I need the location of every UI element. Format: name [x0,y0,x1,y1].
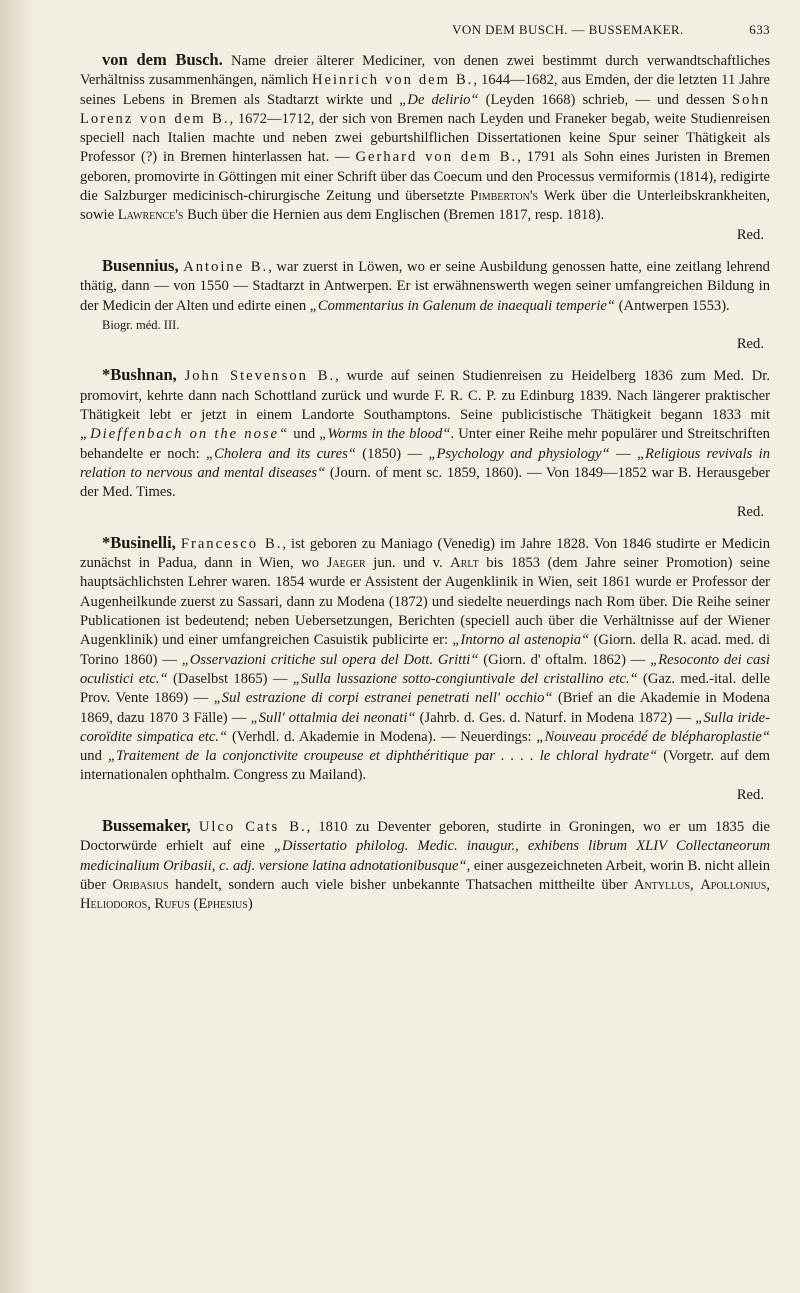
headword: *Businelli, [102,532,176,552]
author-name: Arlt [450,555,479,572]
entry-body [80,533,770,786]
entry-text: , ist geboren zu Maniago (Venedig) im Jahre 1828. Von 1846 studirte er Medicin zunächst in Padua, dann in Wien, wo [80,535,770,572]
entry-von-dem-busch [80,50,770,245]
headword: Bussemaker, [102,815,191,835]
entry-text: , wurde auf seinen Studienreisen zu Heidelberg 1836 zum Med. Dr. promovirt, kehrte dann nach Schottland zurück und wurde F. R. C. P. zu Edinburg 1839. Nach längerer praktischer Thätigkeit lebt er jetzt in einem Landorte Southamptons. Seine publicistische Thätigkeit begann 1833 mit [80,368,770,424]
work-title: „Worms in the blood“ [319,426,451,443]
work-title: „Dissertatio philolog. Medic. inaugur., exhibens librum XLIV Collectaneorum medicinalium Oribasii, c. adj. versione latina adnotationibusque“ [80,838,770,874]
entry-text: (Leyden 1668) schrieb, — und dessen [478,91,732,108]
work-title: „Sul estrazione di corpi estranei penetrati nell' occhio“ [213,690,553,707]
entry-text: (Antwerpen 1553). [615,297,730,314]
bibliographic-reference: Biogr. méd. III. [102,317,180,332]
entry-busennius [80,256,770,354]
work-title: „Nouveau procédé de blépharoplastie“ [536,728,771,745]
work-title: „Sulla lussazione sotto-congiuntivale del cristallino etc.“ [292,670,638,687]
entry-text: (1850) — [355,445,429,462]
work-title: „De delirio“ [399,91,479,108]
author-name: Oribasius [112,876,169,893]
entry-text: , einer ausgezeichneten Arbeit, worin B. nicht allein über [80,857,771,893]
entry-body [80,365,770,502]
entry-text: , [690,876,701,893]
headword: Busennius, [102,255,179,275]
author-name: Apollonius [700,876,767,893]
person-name: Gerhard von dem B. [355,149,518,166]
entry-text: (Vorgetr. auf dem internationalen ophthalm. Congress zu Mailand). [80,748,770,784]
entry-text: und [80,748,108,765]
entry-text: (Gaz. med.-ital. delle Prov. Vente 1869) — [80,670,771,707]
entry-body [80,816,770,914]
person-name: John Stevenson B. [184,368,336,385]
author-name: Heliodoros [80,896,148,913]
document-page [80,18,770,925]
entry-text: (Journ. of ment sc. 1859, 1860). — Von 1849—1852 war B. Herausgeber der Med. Times. [80,464,770,501]
signature: Red. [736,226,764,243]
work-title: „Resoconto dei casi oculistici etc.“ [80,651,770,687]
work-title: „Intorno al astenopia“ [452,632,590,649]
entry-text: , 1672—1712, der sich von Bremen nach Leyden und Franeker begab, weite Studienreisen speciell nach Italien machte und neben zwei geburtshilflichen Dissertationen keine Spur seiner Thätigkeit als Professor (?) in Bremen hinterlassen hat. — [80,110,770,166]
entry-text: . Unter einer Reihe mehr populärer und Streitschriften behandelte er noch: [80,426,770,462]
entry-text: bis 1853 (dem Jahre seiner Promotion) seine hauptsächlichsten Lehrer waren. 1854 wurde er Assistent der Augenklinik in Wien, seit 1861 wurde er Professor der Augenheilkunde zuerst zu Sassari, dann zu Modena (1872) und siedelte neuerdings nach Rom über. Die Reihe seiner Publicationen ist bedeutend; neben Uebersetzungen, Berichten (speciell auch über die Verhältnisse auf der Wiener Augenklinik) und einer umfangreichen Casuistik publicirte er: [80,555,770,649]
work-title: „Osservazioni critiche sul opera del Dott. Gritti“ [181,651,479,668]
person-name: Ulco Cats B. [198,818,307,835]
entry-text: (Daselbst 1865) — [167,670,293,687]
person-name: Antoine B. [183,258,269,275]
entry-text: , [147,896,155,913]
entry-text: (Verhdl. d. Akademie in Modena). — Neuerdings: [227,728,537,745]
person-name: Heinrich von dem B. [311,72,474,89]
signature: Red. [736,786,764,803]
entry-text: — [609,445,638,462]
entry-text: ( [189,896,199,913]
headword: von dem Busch. [102,50,223,69]
entry-businelli [80,533,770,805]
work-title: „Psychology and physiology“ [428,445,610,462]
entry-text: (Giorn. d' oftalm. 1862) — [478,651,651,668]
entry-bussemaker [80,816,770,914]
author-name: Jaeger [326,555,366,572]
work-title: „Religious revivals in relation to nervous and mental diseases“ [80,445,771,481]
entry-text: (Giorn. della R. acad. med. di Torino 1860) — [80,632,770,668]
entry-text: jun. und v. [365,555,451,572]
entry-text: (Jahrb. d. Ges. d. Naturf. in Modena 1872) — [415,709,696,726]
entry-text: Buch über die Hernien aus dem Englischen (Bremen 1817, resp. 1818). [183,207,605,224]
work-title: „Sull' ottalmia dei neonati“ [250,709,416,726]
entry-body [80,256,770,316]
entry-text: Werk über die Unterleibskrankheiten, sowie [80,188,770,224]
person-name: Sohn Lorenz von dem B. [80,91,771,127]
entry-text: , [766,876,770,893]
running-head-title: VON DEM BUSCH. — BUSSEMAKER. [452,22,684,37]
headword: *Bushnan, [102,365,177,385]
work-title: „Traitement de la conjonctivite croupeuse et diphthéritique par . . . . le chloral hydrate“ [107,748,658,765]
entry-text: ) [247,896,253,913]
entry-bushnan [80,365,770,521]
author-name: Ephesius [198,896,248,913]
work-title: „Commentarius in Galenum de inaequali temperie“ [309,297,616,314]
author-name: Lawrence's [117,207,184,224]
person-name: Francesco B. [180,535,283,552]
entry-text: , 1791 als Sohn eines Juristen in Bremen geboren, promovirte in Göttingen mit einer Schrift über das Coecum und den Processus vermiformis (1814), redigirte die Salzburger medicinisch-chirurgische Zeitung und übersetzte [80,149,771,205]
signature: Red. [736,336,764,353]
work-title: „Dieffenbach on the nose“ [80,426,290,443]
author-name: Rufus [154,896,190,913]
signature: Red. [736,503,764,520]
work-title: „Sulla iride-coroïdite simpatica etc.“ [80,709,770,745]
page-number: 633 [749,22,770,37]
entry-text: handelt, sondern auch viele bisher unbekannte Thatsachen mittheilte über [168,876,634,893]
entry-body [80,50,770,226]
page-binding-shadow [0,0,34,1293]
entry-text: , 1644—1682, aus Emden, der die letzten 11 Jahre seines Lebens in Bremen als Stadtarzt wirkte und [80,72,770,108]
entry-text: (Brief an die Akademie in Modena 1869, dazu 1870 3 Fälle) — [80,690,770,726]
entry-text: , 1810 zu Deventer geboren, studirte in Groningen, wo er um 1835 die Doctorwürde erhielt auf eine [80,818,770,855]
running-head [80,18,770,42]
entry-text: und [289,426,320,443]
entry-text: Name dreier älterer Mediciner, von denen zwei bestimmt durch verwandtschaftliches Verhältniss zusammenhängen, nämlich [80,53,771,89]
entry-text: , war zuerst in Löwen, wo er seine Ausbildung genossen hatte, eine zeitlang lehrend thätig, dann — von 1550 — Stadtarzt in Antwerpen. Er ist erwähnenswerth wegen seiner umfangreichen Bildung in der Medicin der Alten und edirte einen [80,258,770,314]
author-name: Antyllus [633,876,691,893]
work-title: „Cholera and its cures“ [206,445,356,462]
author-name: Pimberton's [470,188,539,205]
